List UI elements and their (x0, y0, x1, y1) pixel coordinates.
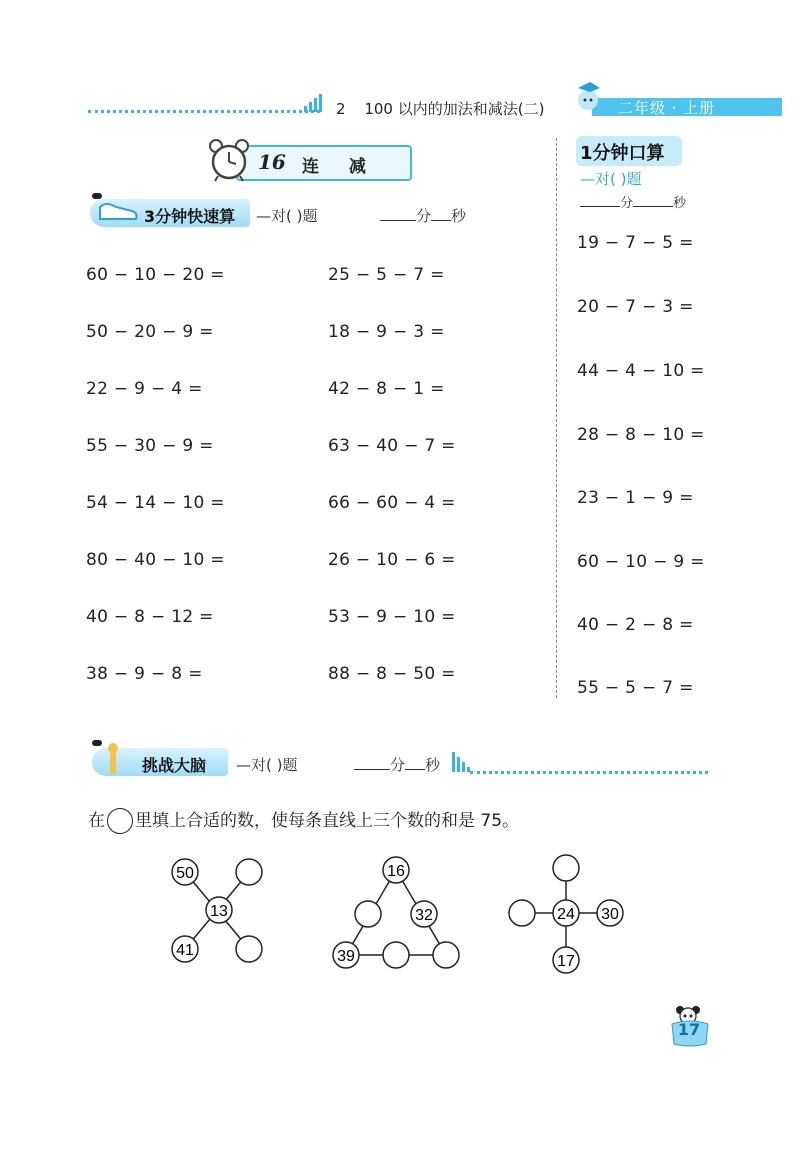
oral-equation: 44 − 4 − 10 = (577, 361, 705, 381)
node-value: 24 (557, 906, 575, 923)
middle-equation: 25 − 5 − 7 = (328, 265, 445, 285)
lesson-title: 连 减 (302, 157, 378, 177)
alarm-clock-icon (208, 138, 250, 182)
challenge-score: —对( )题 (236, 756, 298, 774)
column-divider (556, 138, 557, 698)
blank-node (433, 942, 459, 968)
left-equation: 38 − 9 − 8 = (86, 664, 203, 684)
chapter-heading (336, 98, 544, 119)
challenge-section-title: 挑战大脑 (142, 756, 207, 775)
seconds-label: 秒 (425, 756, 441, 774)
blank-node (236, 859, 262, 885)
blank-node (509, 900, 535, 926)
middle-equation: 63 − 40 − 7 = (328, 436, 456, 456)
challenge-dotted-rule (470, 771, 708, 774)
left-equation: 40 − 8 − 12 = (86, 607, 214, 627)
left-equation: 22 − 9 − 4 = (86, 379, 203, 399)
oral-equation: 60 − 10 − 9 = (577, 552, 705, 572)
blank-node (236, 936, 262, 962)
seconds-blank (633, 206, 673, 207)
middle-equation: 66 − 60 − 4 = (328, 493, 456, 513)
giraffe-icon (92, 740, 132, 780)
header-dotted-rule (88, 110, 320, 113)
node-value: 17 (557, 953, 575, 970)
puzzle-figure-x (160, 852, 280, 972)
puzzle-figure-cross (500, 848, 640, 978)
quick-score: —对( )题 (256, 207, 318, 225)
node-value: 13 (210, 903, 228, 920)
node-value: 39 (337, 948, 355, 965)
oral-equation: 20 − 7 − 3 = (577, 297, 694, 317)
node-value: 16 (387, 863, 405, 880)
oral-title: 1分钟口算 (580, 143, 665, 164)
middle-equation: 26 − 10 − 6 = (328, 550, 456, 570)
oral-equation: 23 − 1 − 9 = (577, 488, 694, 508)
blank-node (553, 855, 579, 881)
minutes-blank (380, 220, 416, 221)
page-number: 17 (677, 1020, 701, 1039)
blank-circle-icon (107, 808, 133, 834)
left-equation: 80 − 40 − 10 = (86, 550, 225, 570)
node-value: 30 (601, 906, 619, 923)
minutes-blank (354, 769, 390, 770)
quick-section-title: 3分钟快速算 (144, 207, 236, 226)
chapter-number: 2 (336, 100, 346, 118)
seconds-blank (405, 769, 425, 770)
instruction-prefix: 在 (88, 811, 105, 831)
node-value: 41 (176, 942, 194, 959)
seconds-blank (431, 220, 451, 221)
left-equation: 54 − 14 − 10 = (86, 493, 225, 513)
quick-time (380, 205, 466, 226)
seconds-label: 秒 (673, 196, 687, 211)
oral-score: —对( )题 (580, 170, 642, 188)
left-equation: 60 − 10 − 20 = (86, 265, 225, 285)
grade-label: 二年级 · 上册 (618, 99, 716, 117)
node-value: 32 (415, 907, 433, 924)
middle-equation: 42 − 8 − 1 = (328, 379, 445, 399)
challenge-instruction (88, 806, 519, 834)
puzzle-figure-triangle (326, 852, 466, 977)
blank-node (355, 901, 381, 927)
minutes-label: 分 (416, 207, 432, 225)
minutes-label: 分 (620, 196, 634, 211)
header-bars-icon (304, 94, 324, 112)
lesson-number: 16 (258, 150, 286, 174)
challenge-time (354, 754, 440, 775)
oral-equation: 55 − 5 − 7 = (577, 678, 694, 698)
left-equation: 55 − 30 − 9 = (86, 436, 214, 456)
oral-time (580, 192, 686, 211)
middle-equation: 53 − 9 − 10 = (328, 607, 456, 627)
chapter-title: 100 以内的加法和减法(二) (364, 100, 545, 118)
instruction-text: 里填上合适的数，使每条直线上三个数的和是 75。 (135, 811, 520, 831)
node-value: 50 (176, 865, 194, 882)
middle-equation: 18 − 9 − 3 = (328, 322, 445, 342)
challenge-bars-icon (452, 752, 470, 772)
minutes-label: 分 (390, 756, 406, 774)
blank-node (383, 942, 409, 968)
running-shoe-icon (92, 193, 140, 227)
oral-equation: 28 − 8 − 10 = (577, 425, 705, 445)
oral-equation: 40 − 2 − 8 = (577, 615, 694, 635)
student-mascot-icon (570, 78, 606, 114)
left-equation: 50 − 20 − 9 = (86, 322, 214, 342)
oral-equation: 19 − 7 − 5 = (577, 233, 694, 253)
minutes-blank (580, 206, 620, 207)
middle-equation: 88 − 8 − 50 = (328, 664, 456, 684)
seconds-label: 秒 (451, 207, 467, 225)
